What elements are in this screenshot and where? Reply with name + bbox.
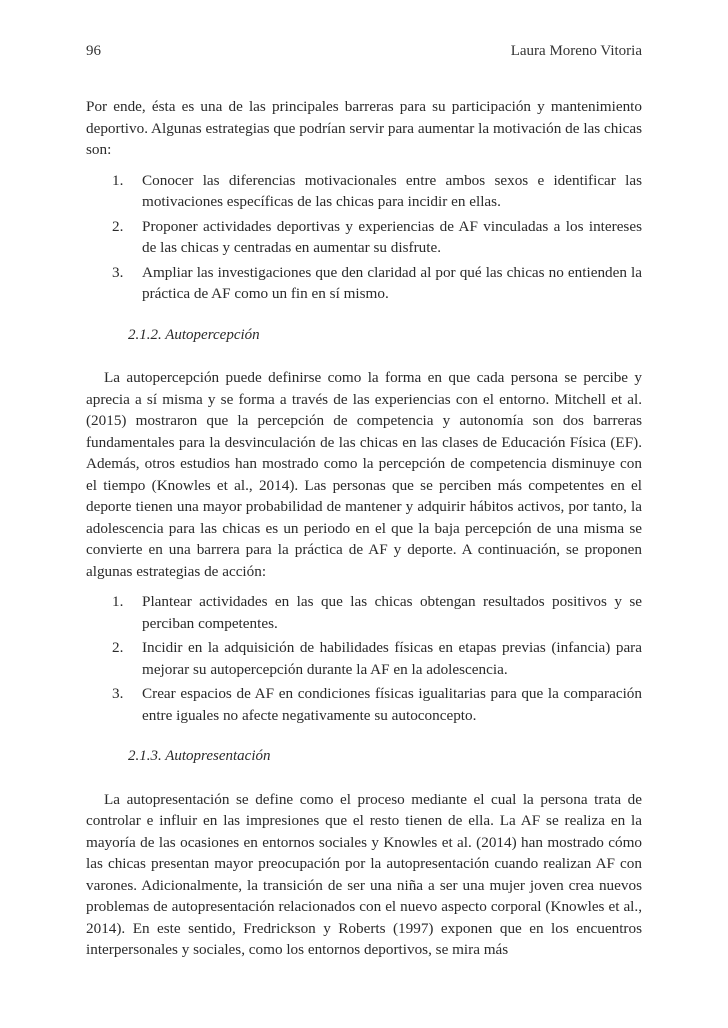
strategies-list-motivation xyxy=(86,170,642,305)
running-header xyxy=(86,43,642,60)
list-item xyxy=(86,637,642,680)
autopresentacion-paragraph: La autopresentación se define como el proceso mediante el cual la persona trata de controlar e influir en las impresiones que el resto tienen de ella. La AF se realiza en la mayoría de las ocasiones en entornos sociales y Knowles et al. (2014) han mostrado cómo las chicas presentan mayor preocupación por la autopresentación cuando realizan AF con varones. Adicionalmente, la transición de ser una niña a ser una mujer joven crea nuevos problemas de autopresentación relacionados con el nuevo aspecto corporal (Knowles et al., 2014). En este sentido, Fredrickson y Roberts (1997) exponen que en los encuentros interpersonales y sociales, como los entornos deportivos, se mira más xyxy=(86,790,642,958)
author-name: Laura Moreno Vitoria xyxy=(510,43,642,59)
list-item xyxy=(86,591,642,634)
list-item-text: Ampliar las investigaciones que den claridad al por qué las chicas no entienden la práctica de AF como un fin en sí mismo. xyxy=(142,263,642,302)
list-item-text: Incidir en la adquisición de habilidades físicas en etapas previas (infancia) para mejorar su autopercepción durante la AF en la adolescencia. xyxy=(142,639,642,678)
page-number: 96 xyxy=(86,43,101,59)
list-item xyxy=(86,170,642,213)
list-item-number: 2. xyxy=(112,217,124,235)
list-item-number: 1. xyxy=(112,171,124,189)
list-item-number: 3. xyxy=(112,685,124,702)
list-item-text: Conocer las diferencias motivacionales entre ambos sexos e identificar las motivaciones específicas de las chicas para incidir en ellas. xyxy=(142,171,642,210)
intro-paragraph: Por ende, ésta es una de las principales barreras para su participación y mantenimiento deportivo. Algunas estrategias que podrían servir para aumentar la motivación de las chicas son: xyxy=(86,98,642,158)
list-item xyxy=(86,683,642,726)
strategies-list-autopercepcion xyxy=(86,591,642,726)
list-item xyxy=(86,216,642,259)
section-heading-autopercepcion: 2.1.2. Autopercepción xyxy=(128,326,260,343)
list-item-number: 2. xyxy=(112,639,124,656)
list-item-text: Plantear actividades en las que las chicas obtengan resultados positivos y se perciban competentes. xyxy=(142,593,642,632)
body-text xyxy=(86,96,642,961)
list-item-text: Proponer actividades deportivas y experiencias de AF vinculadas a los intereses de las chicas y centradas en aumentar su disfrute. xyxy=(142,217,642,256)
list-item-text: Crear espacios de AF en condiciones físicas igualitarias para que la comparación entre iguales no afecte negativamente su autoconcepto. xyxy=(142,685,642,724)
list-item-number: 1. xyxy=(112,593,124,610)
list-item xyxy=(86,262,642,305)
section-heading-autopresentacion: 2.1.3. Autopresentación xyxy=(128,748,271,764)
autopercepcion-paragraph: La autopercepción puede definirse como la forma en que cada persona se percibe y aprecia a sí misma y se forma a través de las experiencias con el entorno. Mitchell et al. (2015) mostraron que la percepción de competencia y autonomía son dos barreras fundamentales para la desvinculación de las chicas en las clases de Educación Física (EF). Además, otros estudios han mostrado como la percepción de competencia disminuye con el tiempo (Knowles et al., 2014). Las personas que se perciben más competentes en el deporte tienen una mayor probabilidad de mantener y adquirir hábitos activos, por tanto, la adolescencia para las chicas es un periodo en el que la baja percepción de una misma se convierte en una barrera para la práctica de AF y deporte. A continuación, se proponen algunas estrategias de acción: xyxy=(86,369,642,580)
list-item-number: 3. xyxy=(112,263,124,281)
